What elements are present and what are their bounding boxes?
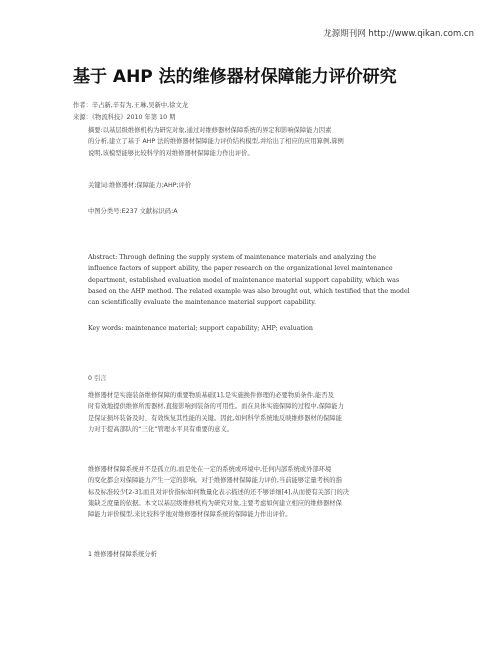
para-line: 是保证损坏装备及时、有效恢复其性能的关键。因此,如何科学系统地反映维修器材的保障能	[88, 414, 342, 422]
article-source: 来源：《物流科技》2010 年第 10 期	[73, 114, 176, 121]
abstract-cn-line: 摘要:以基层级维修机构为研究对象,通过对维修器材保障系统的界定和影响保障能力因素	[88, 127, 332, 134]
abstract-en-line: based on the AHP method. The related example was also brought out, which testified that the model	[88, 287, 410, 295]
section-1-heading: 1 维修器材保障系统分析	[88, 551, 157, 558]
article-title: 基于 AHP 法的维修器材保障能力评价研究	[73, 67, 397, 87]
para-line: 维修器材是实施装备维修保障的重要物质基础[1],是实施换件修理的必要物质条件,能否及	[88, 392, 334, 399]
para-line: 力对于提高部队的“三化”管理水平具有重要的意义。	[88, 425, 234, 433]
article-authors: 作者：辛占新,辛有为,王琳,吴新中,徐文龙	[73, 102, 189, 109]
abstract-en-line: influence factors of support ability, the paper research on the organizational level maintenance	[88, 265, 393, 273]
para-line: 的变化都会对保障能力产生一定的影响。对于维修器材保障能力评价,当前能够定量考核的指	[88, 477, 342, 485]
keywords-en-text: Key words: maintenance material; support capability; AHP; evaluation	[88, 325, 313, 332]
para-line: 标及标准较少[2-3],而且对评价指标如何数量化表示描述的还不够详细[4],从而使有关部门的决	[88, 488, 350, 496]
para-line: 时有效地提供维修所需器材,直接影响到装备的可用性。而在具体实施保障的过程中,保障能力	[88, 403, 344, 411]
abstract-en-line: can scientifically evaluate the maintenance material support capability.	[88, 299, 316, 307]
abstract-en-line: Abstract: Through defining the supply system of maintenance materials and analyzing the	[88, 254, 377, 261]
classification-code: 中图分类号:E237 文献标识码:A	[88, 208, 178, 215]
section-0-heading: 0 引言	[88, 375, 107, 382]
journal-site-header: 龙源期刊网 http://www.qikan.com.cn	[323, 29, 474, 39]
para-line: 维修器材保障系统并不是孤立的,而是处在一定的系统或环境中,任何内部系统或外部环境	[88, 466, 332, 473]
para-line: 策缺乏度量的依据。本文以基层级维修机构为研究对象,主要考虑如何建立相应的维修器材保	[88, 499, 342, 507]
abstract-en-line: department, established evaluation model of maintenance material support capability, which was	[88, 276, 400, 284]
keywords-cn: 关键词:维修器材;保障能力;AHP;评价	[88, 182, 192, 189]
abstract-cn-line: 说明,该模型能够比较科学的对维修器材保障能力作出评价。	[88, 149, 254, 157]
para-line: 障能力评价模型,来比较科学地对维修器材保障系统的保障能力作出评价。	[88, 511, 292, 519]
abstract-cn-line: 的分析,建立了基于 AHP 法的维修器材保障能力评价结构模型,并给出了相应的应用算例,算例	[88, 138, 344, 146]
